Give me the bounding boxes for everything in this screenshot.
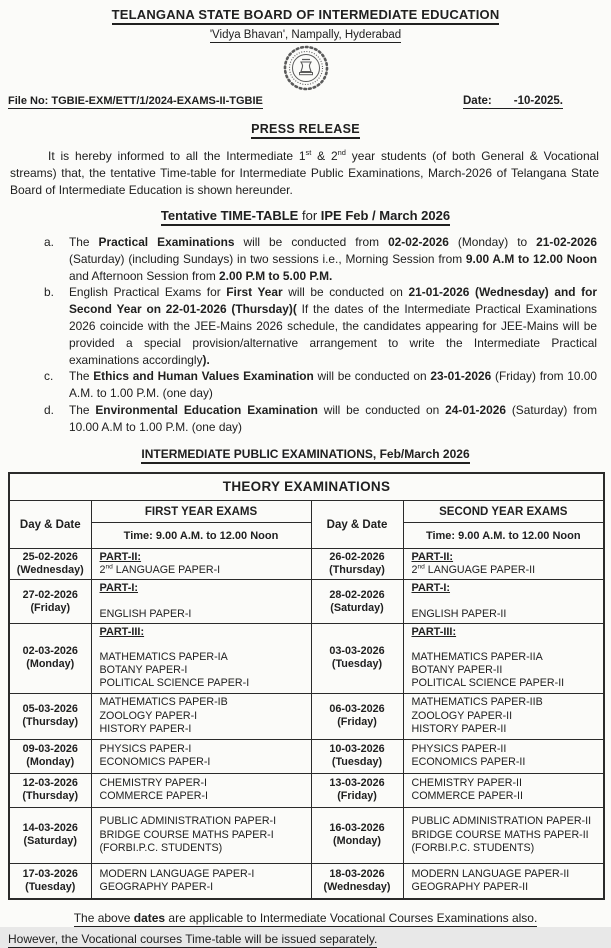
exam-day: (Tuesday) [331,658,383,671]
exam-day: (Saturday) [330,601,384,614]
subject: GEOGRAPHY PAPER-II [411,880,529,893]
day-date-header-fy: Day & Date [9,501,91,549]
first-year-time-header: Time: 9.00 A.M. to 12.00 Noon [91,523,311,549]
exam-row [9,580,604,623]
note-marker: b. [44,285,54,300]
exam-row [9,693,604,739]
file-number-label: File No: [8,95,49,107]
exam-row [9,773,604,807]
exam-subjects-cell [91,773,311,807]
subject: 2nd LANGUAGE PAPER-I [99,563,221,577]
note-marker: a. [44,235,54,249]
exam-day: (Thursday) [22,790,79,803]
subject: (FORBI.P.C. STUDENTS) [411,841,535,854]
exam-date-cell [9,739,91,773]
exam-day: (Monday) [26,756,75,769]
part-label: PART-II: [99,551,142,564]
exam-date: 18-03-2026 [329,867,385,880]
subject: CHEMISTRY PAPER-I [99,776,207,789]
exam-day: (Saturday) [23,835,77,848]
subject: ECONOMICS PAPER-II [411,756,526,769]
date-value: -10-2025. [513,95,563,107]
exam-date-cell [311,863,403,899]
board-seal-icon [283,45,329,91]
document-header [0,6,611,43]
exam-day: (Friday) [337,790,377,803]
exam-date-cell [311,773,403,807]
exam-subjects-cell [91,623,311,693]
press-release-heading: PRESS RELEASE [251,122,360,139]
intro-paragraph: It is hereby informed to all the Intermediate 1st & 2nd year students (of both General & Vocational streams) that, the tentative Time-table for Intermediate Public Examinations, March-2026 of Telangana State Board of Intermediate Education is shown hereunder. [10,148,599,197]
notes-list [44,234,597,436]
subject: GEOGRAPHY PAPER-I [99,880,214,893]
file-number [8,95,263,109]
exam-date-cell [9,693,91,739]
footer-note-2: However, the Vocational courses Time-table will be issued separately. [8,932,378,947]
subject: PHYSICS PAPER-I [99,742,192,755]
exam-date: 17-03-2026 [22,867,78,880]
exam-date: 13-03-2026 [329,777,385,790]
exam-day: (Monday) [333,835,381,848]
note-marker: c. [44,369,54,384]
second-year-header: SECOND YEAR EXAMS [403,501,604,523]
exam-subjects-cell [91,580,311,623]
exam-date-cell [9,623,91,693]
exam-subjects-cell [403,693,604,739]
subject: COMMERCE PAPER-I [99,790,208,803]
date-field [463,95,563,109]
exam-subjects-cell [403,549,604,580]
exam-day: (Friday) [337,716,377,729]
day-date-header-sy: Day & Date [311,501,403,549]
subject: MATHEMATICS PAPER-IB [99,696,228,709]
exam-row [9,807,604,863]
exam-date: 27-02-2026 [22,588,78,601]
exam-date: 03-03-2026 [329,645,385,658]
subject: 2nd LANGUAGE PAPER-II [411,563,536,577]
subject: MODERN LANGUAGE PAPER-II [411,867,570,880]
subject: COMMERCE PAPER-II [411,790,523,803]
exam-day: (Tuesday) [331,756,383,769]
exam-subjects-cell [91,807,311,863]
subject: HISTORY PAPER-II [411,722,507,735]
part-label: PART-III: [411,625,457,638]
exam-date: 06-03-2026 [329,703,385,716]
subject: MATHEMATICS PAPER-IIA [411,651,543,664]
exam-date: 26-02-2026 [329,551,385,564]
file-number-value: TGBIE-EXM/ETT/1/2024-EXAMS-II-TGBIE [51,95,263,107]
seal-container [0,45,611,91]
subject: MATHEMATICS PAPER-IIB [411,696,543,709]
exam-subjects-cell [403,807,604,863]
note-marker: d. [44,402,54,417]
subject: CHEMISTRY PAPER-II [411,776,522,789]
note-item: b. English Practical Exams for First Year will be conducted on 21-01-2026 (Wednesday) and for Second Year on 22-01-2026 (Thursday)( If the dates of the Intermediate Practical Examinations 2026 coincide with the JEE-Mains 2026 schedule, the candidates appearing for JEE-Mains will be provided a special provision/alternative arrangement to write the Intermediate Practical examinations accordingly). [44,285,598,367]
exam-date: 28-02-2026 [329,588,385,601]
exam-date-cell [9,549,91,580]
first-year-header: FIRST YEAR EXAMS [91,501,311,523]
subject: ENGLISH PAPER-I [99,607,192,620]
exam-row [9,549,604,580]
part-label: PART-II: [411,551,454,564]
subject: PHYSICS PAPER-II [411,742,507,755]
exam-day: (Wednesday) [323,880,391,893]
exam-day: (Thursday) [329,564,385,577]
second-year-time-header: Time: 9.00 A.M. to 12.00 Noon [403,523,604,549]
board-address: 'Vidya Bhavan', Nampally, Hyderabad [209,29,402,41]
exam-day: (Tuesday) [25,880,76,893]
subject: BOTANY PAPER-I [99,664,188,677]
exam-day: (Thursday) [22,716,79,729]
subject: HISTORY PAPER-I [99,722,192,735]
subject: MATHEMATICS PAPER-IA [99,651,228,664]
subject: POLITICAL SCIENCE PAPER-I [99,677,250,690]
subject: POLITICAL SCIENCE PAPER-II [411,677,565,690]
exam-date-cell [9,807,91,863]
exam-date-cell [9,580,91,623]
exam-day: (Wednesday) [16,564,84,577]
exam-subjects-cell [91,693,311,739]
exam-date: 02-03-2026 [22,645,78,658]
exam-date: 10-03-2026 [329,743,385,756]
theory-exams-table [8,472,605,901]
timetable-heading: Tentative TIME-TABLE for IPE Feb / March 2026 [161,208,450,226]
subject: ENGLISH PAPER-II [411,607,507,620]
footer-note-1: The above dates are applicable to Intermediate Vocational Courses Examinations also. [73,911,538,926]
exam-row [9,739,604,773]
subject: PUBLIC ADMINISTRATION PAPER-II [411,815,592,828]
exam-date-cell [9,773,91,807]
subject: ECONOMICS PAPER-I [99,756,211,769]
exam-subjects-cell [403,739,604,773]
subject: (FORBI.P.C. STUDENTS) [99,841,223,854]
exam-date: 16-03-2026 [329,822,385,835]
exam-row [9,623,604,693]
exam-date: 25-02-2026 [22,551,78,564]
exam-date-cell [311,807,403,863]
subject: MODERN LANGUAGE PAPER-I [99,867,255,880]
date-label: Date: [463,95,492,107]
file-date-row [8,95,603,109]
subject: BRIDGE COURSE MATHS PAPER-II [411,828,589,841]
note-item: a. The Practical Examinations will be conducted from 02-02-2026 (Monday) to 21-02-2026 (Saturday) (including Sundays) in two sessions i.e., Morning Session from 9.00 A.M to 12.00 Noon and Afternoon Session from 2.00 P.M to 5.00 P.M. [44,235,597,283]
exam-subjects-cell [91,863,311,899]
ipe-section-heading: INTERMEDIATE PUBLIC EXAMINATIONS, Feb/March 2026 [141,447,469,464]
exam-date-cell [9,863,91,899]
exam-subjects-cell [403,623,604,693]
exam-date-cell [311,549,403,580]
subject: PUBLIC ADMINISTRATION PAPER-I [99,815,277,828]
exam-row [9,863,604,899]
subject: BOTANY PAPER-II [411,664,503,677]
board-title: TELANGANA STATE BOARD OF INTERMEDIATE EDUCATION [112,7,500,25]
exam-subjects-cell [403,863,604,899]
note-item: c. The Ethics and Human Values Examination will be conducted on 23-01-2026 (Friday) from 10.00 A.M. to 1.00 P.M. (one day) [44,369,597,401]
table-title: THEORY EXAMINATIONS [9,473,604,501]
exam-day: (Monday) [26,658,75,671]
part-label: PART-III: [99,625,145,638]
part-label: PART-I: [411,582,451,595]
exam-date: 14-03-2026 [22,822,78,835]
exam-date-cell [311,580,403,623]
part-label: PART-I: [99,582,139,595]
exam-subjects-cell [403,773,604,807]
exam-date-cell [311,623,403,693]
exam-date: 12-03-2026 [22,777,78,790]
exam-day: (Friday) [30,601,71,614]
note-item: d. The Environmental Education Examination will be conducted on 24-01-2026 (Saturday) from 10.00 A.M to 1.00 P.M. (one day) [44,402,598,434]
subject: ZOOLOGY PAPER-I [99,709,198,722]
exam-rows-body [9,549,604,900]
subject: ZOOLOGY PAPER-II [411,709,513,722]
exam-date-cell [311,739,403,773]
exam-subjects-cell [403,580,604,623]
subject: BRIDGE COURSE MATHS PAPER-I [99,828,274,841]
exam-date-cell [311,693,403,739]
exam-subjects-cell [91,739,311,773]
exam-date: 09-03-2026 [22,743,78,756]
exam-subjects-cell [91,549,311,580]
exam-date: 05-03-2026 [22,703,78,716]
